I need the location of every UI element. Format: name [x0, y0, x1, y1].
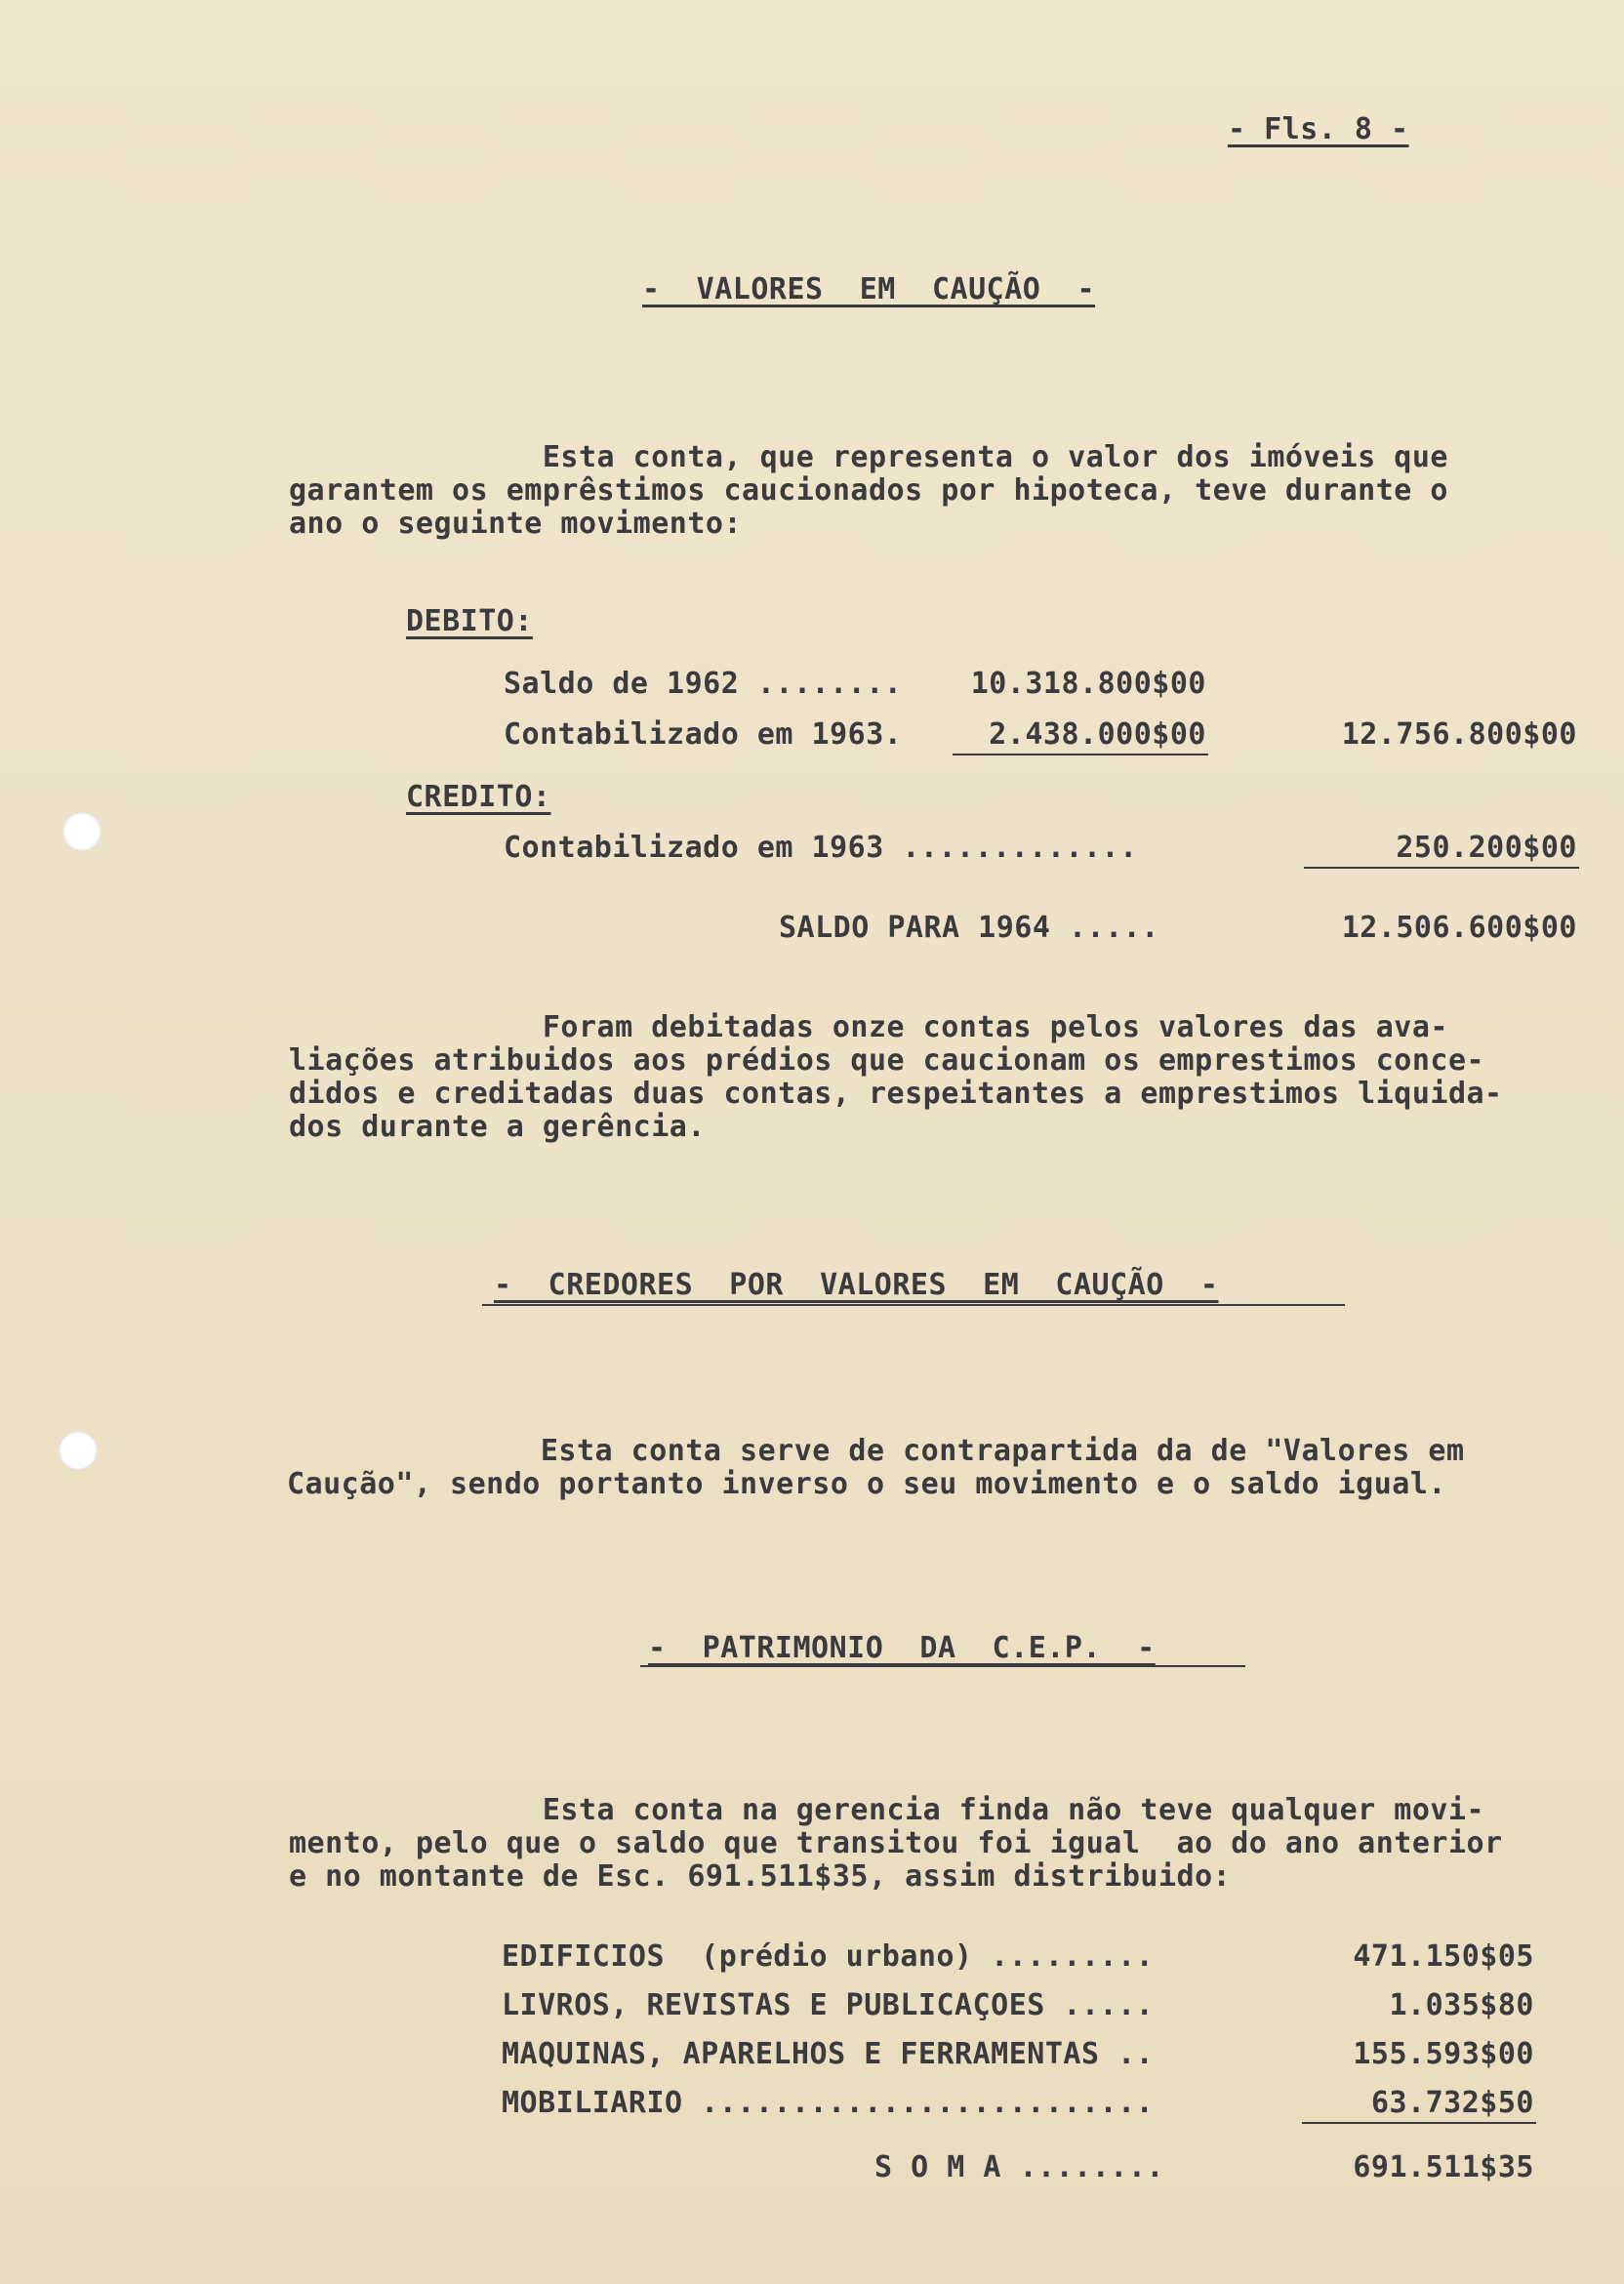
- subtotal-rule: [953, 754, 1208, 755]
- asset-value: 63.732$50: [1370, 2086, 1534, 2120]
- section-heading-valores-em-caucao: - VALORES EM CAUÇÃO -: [642, 272, 1096, 306]
- saldo-label: SALDO PARA 1964 .....: [779, 911, 1159, 945]
- asset-label: MAQUINAS, APARELHOS E FERRAMENTAS ..: [502, 2037, 1155, 2071]
- ledger-row-value: 2.438.000$00: [989, 717, 1206, 752]
- ledger-row-total: 12.756.800$00: [1341, 717, 1577, 752]
- asset-value: 471.150$05: [1353, 1939, 1534, 1974]
- asset-label: MOBILIARIO .........................: [502, 2086, 1155, 2120]
- saldo-total: 12.506.600$00: [1341, 911, 1577, 945]
- note-line: Foram debitadas onze contas pelos valores das ava-: [289, 1010, 1448, 1044]
- sum-value: 691.511$35: [1353, 2150, 1534, 2184]
- credito-label: CREDITO:: [406, 780, 551, 814]
- heading-rule: [640, 1665, 1245, 1667]
- text-line: e no montante de Esc. 691.511$35, assim distribuido:: [289, 1859, 1232, 1894]
- heading-rule: [482, 1304, 1345, 1306]
- ledger-row-label: Contabilizado em 1963 .............: [504, 831, 1138, 865]
- text-line: mento, pelo que o saldo que transitou foi igual ao do ano anterior: [289, 1826, 1503, 1860]
- note-line: didos e creditadas duas contas, respeitantes a emprestimos liquida-: [289, 1077, 1503, 1111]
- asset-label: EDIFICIOS (prédio urbano) .........: [502, 1939, 1155, 1974]
- intro-line: garantem os emprêstimos caucionados por hipoteca, teve durante o: [289, 473, 1448, 508]
- text-line: Esta conta na gerencia finda não teve qualquer movi-: [289, 1793, 1485, 1827]
- intro-line: ano o seguinte movimento:: [289, 507, 743, 541]
- page-number: - Fls. 8 -: [1228, 112, 1409, 146]
- section-heading-credores: - CREDORES POR VALORES EM CAUÇÃO -: [494, 1268, 1219, 1302]
- text-line: Caução", sendo portanto inverso o seu movimento e o saldo igual.: [287, 1467, 1446, 1501]
- intro-line: Esta conta, que representa o valor dos imóveis que: [289, 440, 1448, 474]
- ledger-row-label: Saldo de 1962 ........: [504, 667, 903, 701]
- sum-label: S O M A ........: [874, 2150, 1164, 2184]
- punch-hole: [59, 1431, 98, 1470]
- asset-label: LIVROS, REVISTAS E PUBLICAÇOES .....: [502, 1988, 1155, 2022]
- note-line: dos durante a gerência.: [289, 1110, 706, 1144]
- sum-rule: [1302, 2122, 1536, 2124]
- ledger-row-total: 250.200$00: [1396, 831, 1577, 865]
- ledger-row-label: Contabilizado em 1963.: [504, 717, 903, 752]
- asset-value: 1.035$80: [1389, 1988, 1534, 2022]
- note-line: liações atribuidos aos prédios que caucionam os emprestimos conce-: [289, 1043, 1485, 1078]
- text-line: Esta conta serve de contrapartida da de "Valores em: [287, 1434, 1465, 1468]
- debito-label: DEBITO:: [406, 604, 533, 638]
- punch-hole: [62, 812, 102, 851]
- subtotal-rule: [1304, 867, 1579, 869]
- asset-value: 155.593$00: [1353, 2037, 1534, 2071]
- section-heading-patrimonio: - PATRIMONIO DA C.E.P. -: [648, 1631, 1156, 1665]
- ledger-row-value: 10.318.800$00: [970, 667, 1206, 701]
